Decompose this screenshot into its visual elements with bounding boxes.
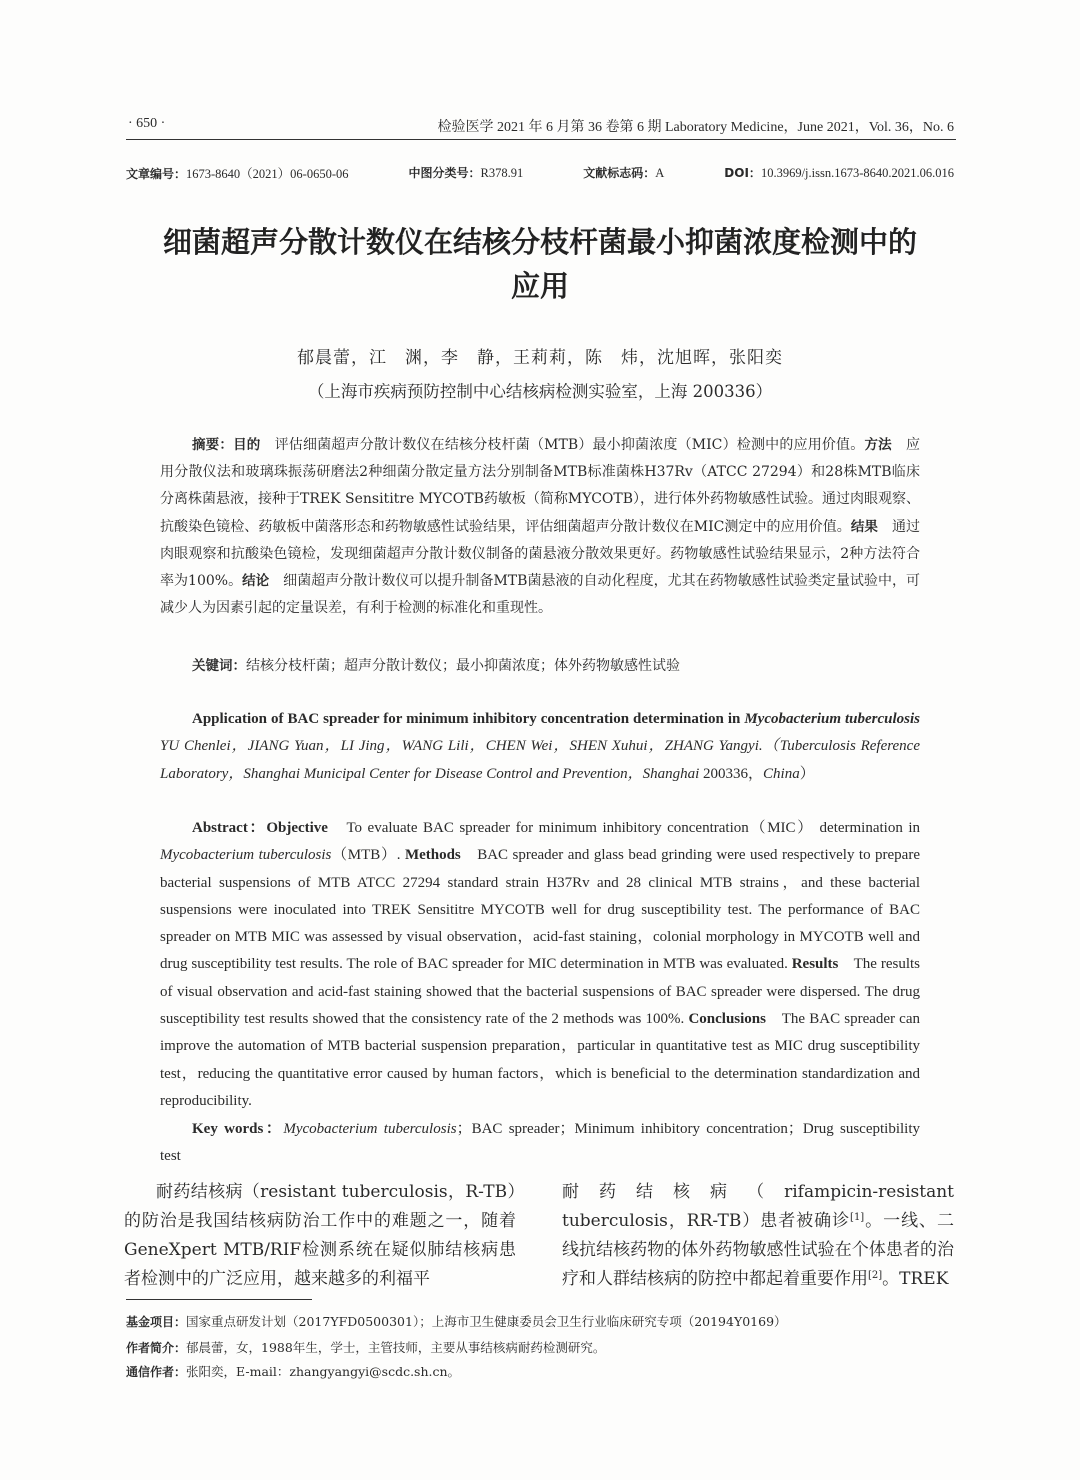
- english-title-block: Application of BAC spreader for minimum inhibitory concentration determination in Mycobacterium tuberculosis YU Chenlei，JIANG Yuan，LI Jing，WANG Lili，CHEN Wei，SHEN Xuhui，ZHANG Yangyi.（Tuberculosis Reference Laboratory，Shanghai Municipal Center for Disease Control and Prevention，Shanghai 200336，China）: [160, 711, 920, 782]
- clc-number: 中图分类号：R378.91: [408, 166, 524, 180]
- footnote-funding: 基金项目：国家重点研发计划（2017YFD0500301）；上海市卫生健康委员会卫生行业临床研究专项（20194Y0169）: [126, 1314, 787, 1329]
- authors: 郁晨蕾，江 渊，李 静，王莉莉，陈 炜，沈旭晖，张阳奕: [297, 348, 783, 368]
- body-left-column: 耐药结核病（resistant tuberculosis，R-TB）的防治是我国结核病防治工作中的难题之一，随着GeneXpert MTB/RIF检测系统在疑似肺结核病患者检测中的广泛应用，越来越多的利福平: [124, 1182, 516, 1289]
- citation-1: [1]: [850, 1212, 865, 1223]
- header-rule: [126, 139, 956, 140]
- body-right-column: 耐药结核病（rifampicin-resistant tuberculosis，RR-TB）患者被确诊[1]。一线、二线抗结核药物的体外药物敏感性试验在个体患者的治疗和人群结核病的防控中都起着重要作用[2]。TREK: [562, 1182, 954, 1289]
- journal-header: 检验医学 2021 年 6 月第 36 卷第 6 期 Laboratory Medicine，June 2021，Vol. 36，No. 6: [437, 120, 954, 135]
- keywords-en: Key words：Mycobacterium tuberculosis；BAC spreader；Minimum inhibitory concentration；Drug susceptibility test: [160, 1121, 921, 1165]
- footnote-rule: [126, 1299, 312, 1300]
- document-code: 文献标志码：A: [583, 166, 665, 180]
- abstract-cn: 摘要：目的 评估细菌超声分散计数仪在结核分枝杆菌（MTB）最小抑菌浓度（MIC）检测中的应用价值。方法 应用分散仪法和玻璃珠振荡研磨法2种细菌分散定量方法分别制备MTB标准菌株H37Rv（ATCC 27294）和28株MTB临床分离株菌悬液，接种于TREK Sensititre MYCOTB药敏板（简称MYCOTB），进行体外药物敏感性试验。通过肉眼观察、抗酸染色镜检、药敏板中菌落形态和药物敏感性试验结果，评估细菌超声分散计数仪在MIC测定中的应用价值。结果 通过肉眼观察和抗酸染色镜检，发现细菌超声分散计数仪制备的菌悬液分散效果更好。药物敏感性试验结果显示，2种方法符合率为100%。结论 细菌超声分散计数仪可以提升制备MTB菌悬液的自动化程度，尤其在药物敏感性试验类定量试验中，可减少人为因素引起的定量误差，有利于检测的标准化和重现性。: [160, 437, 921, 617]
- footnote-corresponding: 通信作者：张阳奕，E-mail：zhangyangyi@scdc.sh.cn。: [126, 1364, 461, 1379]
- affiliation: （上海市疾病预防控制中心结核病检测实验室，上海 200336）: [307, 382, 773, 401]
- abstract-en: Abstract：Objective To evaluate BAC spreader for minimum inhibitory concentration（MIC） determination in Mycobacterium tuberculosis（MTB）. Methods BAC spreader and glass bead grinding were used respectively to prepare bacterial suspensions of MTB ATCC 27294 standard strain H37Rv and 28 clinical MTB strains，and these bacterial suspensions were inoculated into TREK Sensititre MYCOTB well for drug susceptibility test. The performance of BAC spreader on MTB MIC was assessed by visual observation，acid-fast staining，colonial morphology in MYCOTB well and drug susceptibility test results. The role of BAC spreader for MIC determination in MTB was evaluated. Results The results of visual observation and acid-fast staining showed that the bacterial suspensions of BAC spreader were dispersed. The drug susceptibility test results showed that the consistency rate of the 2 methods was 100%. Conclusions The BAC spreader can improve the automation of MTB bacterial suspension preparation，particular in quantitative test as MIC drug susceptibility test，reducing the quantitative error caused by human factors，which is beneficial to the determination standardization and reproducibility.: [160, 820, 921, 1109]
- page-number: · 650 ·: [128, 116, 166, 131]
- keywords-cn: 关键词：结核分枝杆菌；超声分散计数仪；最小抑菌浓度；体外药物敏感性试验: [192, 658, 680, 674]
- paper-title: 细菌超声分散计数仪在结核分枝杆菌最小抑菌浓度检测中的 应用: [162, 225, 917, 303]
- doi: DOI：10.3969/j.issn.1673-8640.2021.06.016: [724, 166, 954, 180]
- citation-2: [2]: [868, 1270, 883, 1281]
- article-number: 文章编号：1673-8640（2021）06-0650-06: [126, 167, 349, 181]
- article-meta: [126, 164, 954, 182]
- footnote-author: 作者简介：郁晨蕾，女，1988年生，学士，主管技师，主要从事结核病耐药检测研究。: [126, 1340, 606, 1355]
